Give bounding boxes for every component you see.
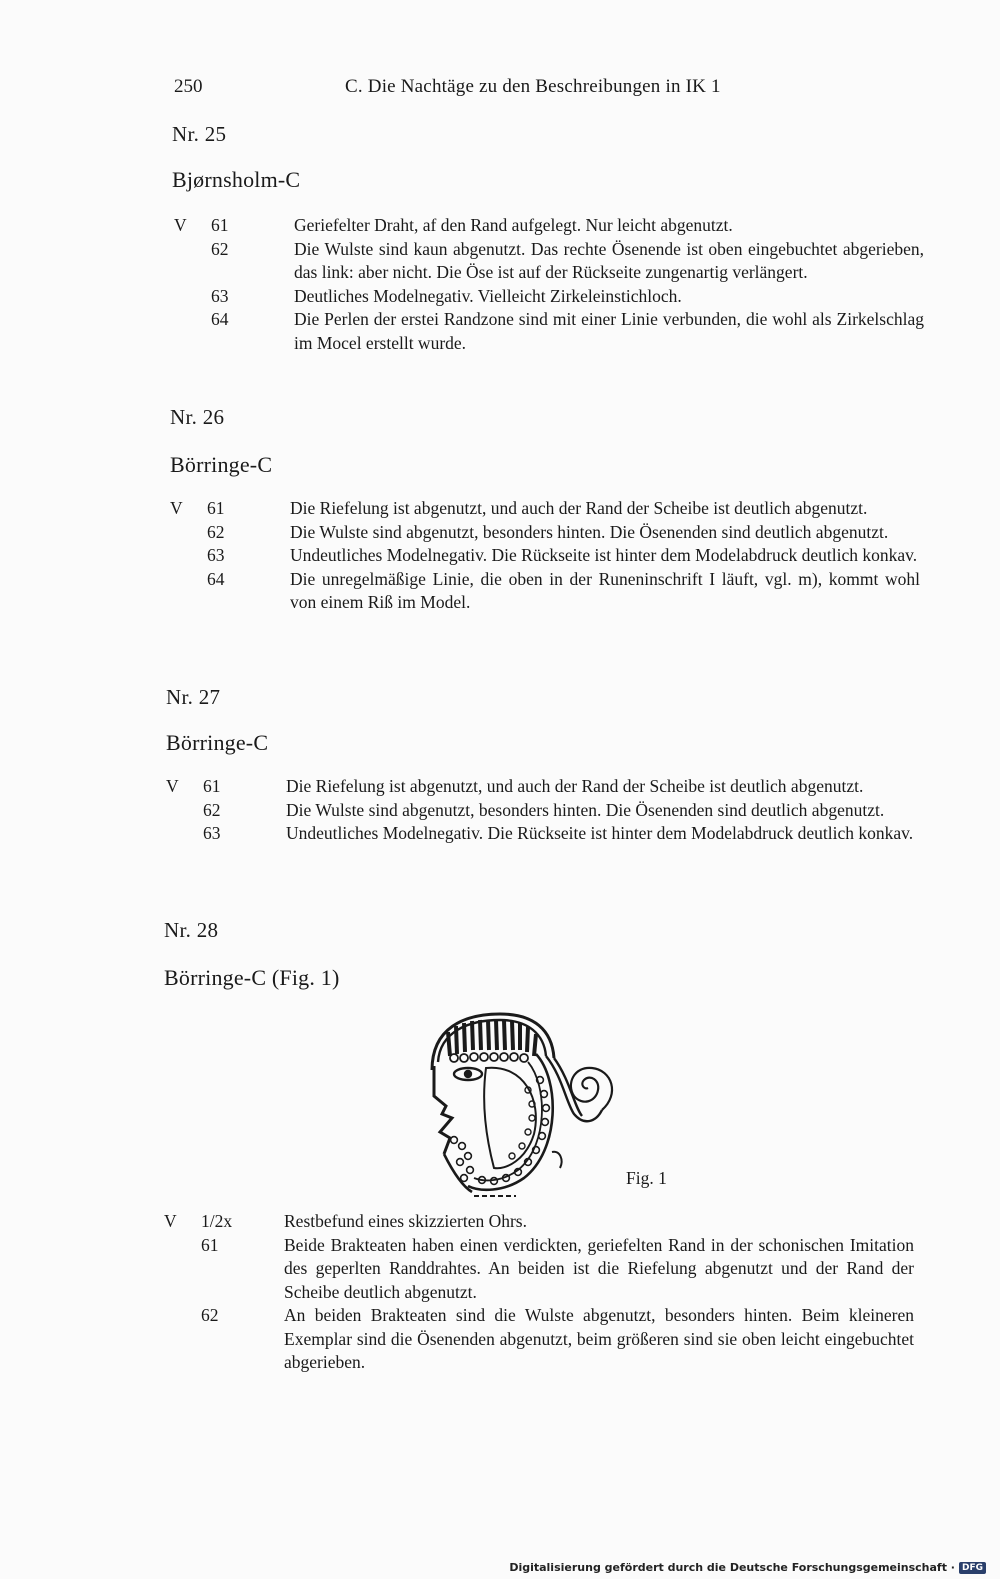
note-number: 61 (207, 498, 225, 518)
note-number: 62 (203, 799, 221, 820)
note-number: 62 (207, 521, 225, 542)
figure-caption: Fig. 1 (626, 1168, 667, 1188)
notes-list (166, 775, 916, 846)
note-row (170, 497, 920, 521)
bracteate-head-figure (424, 1010, 624, 1202)
note-marker: V (174, 215, 187, 235)
note-text: Die Wulste sind abgenutzt, besonders hinten. Die Ösenenden sind deutlich abgenutzt. (286, 799, 885, 820)
note-row (174, 214, 924, 238)
notes-list (170, 497, 920, 615)
note-text: Beide Brakteaten haben einen verdickten, geriefelten Rand in der schonischen Imitation des geperlten Randdrahtes. An beiden ist die Riefelung abgenutzt und der Rand der Scheibe deutlich abgenutzt. (284, 1234, 914, 1302)
note-number: 61 (203, 776, 221, 796)
note-row (174, 308, 924, 355)
entry-title: Börringe-C (166, 730, 269, 755)
entry-title: Bjørnsholm-C (172, 167, 301, 192)
note-text: Die Riefelung ist abgenutzt, und auch der Rand der Scheibe ist deutlich abgenutzt. (290, 498, 868, 518)
note-text: Geriefelter Draht, af den Rand aufgelegt. Nur leicht abgenutzt. (294, 215, 733, 235)
footer-text: Digitalisierung gefördert durch die Deutsche Forschungsgemeinschaft · (509, 1561, 955, 1574)
note-text: Die unregelmäßige Linie, die oben in der Runeninschrift I läuft, vgl. m), kommt wohl von einem Riß im Model. (290, 568, 920, 612)
note-row (170, 568, 920, 615)
note-row (164, 1210, 914, 1234)
note-text: Die Wulste sind abgenutzt, besonders hinten. Die Ösenenden sind deutlich abgenutzt. (290, 521, 889, 542)
chapter-title: C. Die Nachtäge zu den Beschreibungen in IK 1 (345, 76, 721, 97)
entry-number: Nr. 26 (170, 405, 225, 429)
entry-title: Börringe-C (Fig. 1) (164, 965, 340, 990)
note-number: 63 (203, 823, 221, 843)
note-row (174, 285, 924, 309)
entry-number: Nr. 25 (172, 122, 227, 146)
note-number: 61 (211, 215, 229, 235)
note-marker: V (164, 1211, 177, 1231)
note-number: 1/2x (201, 1211, 233, 1231)
entry-number: Nr. 28 (164, 918, 219, 942)
note-number: 63 (211, 285, 229, 306)
note-row (164, 1234, 914, 1305)
notes-list (174, 214, 924, 355)
note-row (166, 799, 916, 823)
note-marker: V (166, 776, 179, 796)
note-marker: V (170, 498, 183, 518)
note-row (170, 544, 920, 568)
note-text: Restbefund eines skizzierten Ohrs. (284, 1211, 527, 1231)
entry-title: Börringe-C (170, 452, 273, 477)
note-text: Die Wulste sind kaun abgenutzt. Das rechte Ösenende ist oben eingebuchtet abgerieben, das link: aber nicht. Die Öse ist auf der Rückseite zungenartig verlängert. (294, 238, 924, 282)
note-text: An beiden Brakteaten sind die Wulste abgenutzt, besonders hinten. Beim kleineren Exemplar sind die Ösenenden abgenutzt, beim größeren sind sie oben leicht eingebuchtet abgerieben. (284, 1305, 914, 1372)
note-row (174, 238, 924, 285)
note-row (170, 521, 920, 545)
entry-number: Nr. 27 (166, 685, 221, 709)
page-number: 250 (174, 76, 203, 97)
notes-list (164, 1210, 914, 1375)
note-number: 62 (211, 238, 229, 259)
note-text: Undeutliches Modelnegativ. Die Rückseite ist hinter dem Modelabdruck deutlich konkav. (290, 545, 918, 565)
note-text: Deutliches Modelnegativ. Vielleicht Zirkeleinstichloch. (294, 285, 682, 306)
note-number: 61 (201, 1234, 219, 1255)
note-row (166, 775, 916, 799)
note-number: 63 (207, 545, 225, 565)
digitization-footer (509, 1561, 986, 1574)
note-number: 64 (211, 309, 229, 329)
note-number: 64 (207, 568, 225, 589)
note-number: 62 (201, 1305, 219, 1325)
note-row (164, 1304, 914, 1375)
note-text: Die Riefelung ist abgenutzt, und auch der Rand der Scheibe ist deutlich abgenutzt. (286, 776, 864, 796)
dfg-logo-icon: DFG (959, 1562, 986, 1574)
note-row (166, 822, 916, 846)
note-text: Undeutliches Modelnegativ. Die Rückseite ist hinter dem Modelabdruck deutlich konkav. (286, 823, 914, 843)
note-text: Die Perlen der erstei Randzone sind mit einer Linie verbunden, die wohl als Zirkelschlag im Mocel erstellt wurde. (294, 309, 924, 353)
